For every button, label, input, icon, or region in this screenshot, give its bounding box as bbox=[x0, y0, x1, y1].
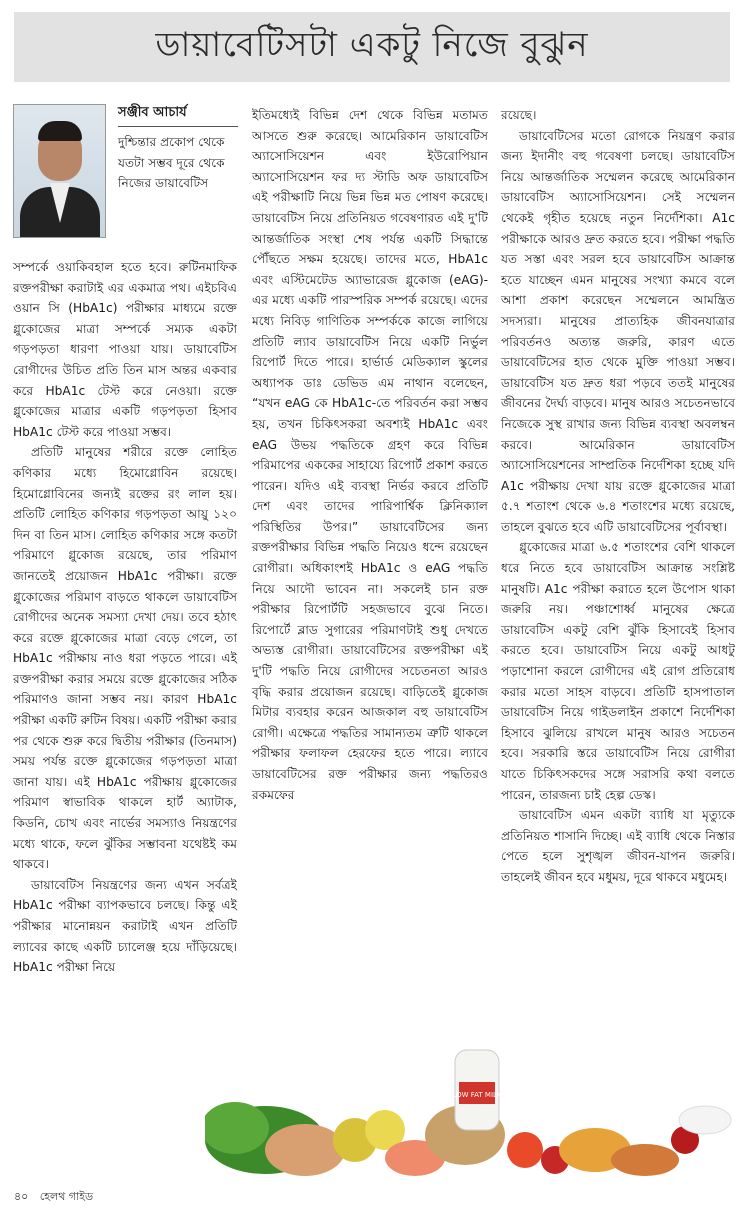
column-3 bbox=[501, 105, 735, 888]
paragraph: ডায়াবেটিস এমন একটা ব্যাধি যা মৃত্যুকে প্রতিনিয়ত শাসানি দিচ্ছে। এই ব্যাধি থেকে নিস্তার পেতে হলে সুশৃঙ্খল জীবন-যাপন জরুরি। তাহলেই জীবন হবে মধুময়, দূরে থাকবে মধুমেহ। bbox=[501, 808, 735, 884]
magazine-name: হেলথ গাইড bbox=[39, 1190, 94, 1203]
intro-text: দুশ্চিন্তার প্রকোপ থেকে যতটা সম্ভব দূরে থেকে নিজের ডায়াবেটিস bbox=[118, 135, 225, 191]
article-title: ডায়াবেটিসটা একটু নিজে বুঝুন bbox=[155, 24, 589, 65]
paragraph: প্রতিটি মানুষের শরীরে রক্তে লোহিত কণিকার মধ্যে হিমোগ্লোবিন রয়েছে। হিমোগ্লোবিনের জন্যই রক্তের রং লাল হয়। প্রতিটি লোহিত কণিকার গড়পড়তা আয়ু ১২০ দিন বা তিন মাস। লোহিত কণিকার সঙ্গে কতটা পরিমাণে গ্লুকোজ রয়েছে, তার পরিমাণ জানতেই প্রয়োজন HbA1c পরীক্ষা। রক্তে গ্লুকোজের পরিমাণ বাড়তে থাকলে ডায়াবেটিস রোগীদের অনেক সমস্যা দেখা দেয়। তবে হঠাৎ করে রক্তে গ্লুকোজের মাত্রা বেড়ে গেলে, তা HbA1c পরীক্ষায় নাও ধরা পড়তে পারে। এই রক্তপরীক্ষা করার সময়ে রক্তে গ্লুকোজের সঠিক পরিমাণও জানা সম্ভব নয়। কারণ HbA1c পরীক্ষা একটি রুটিন বিষয়। একটি পরীক্ষা করার পর থেকে শুরু করে দ্বিতীয় পরীক্ষার (তিনমাস) সময় পর্যন্ত রক্তে গ্লুকোজের গড়পড়তা মাত্রা জানা যায়। এই HbA1c পরীক্ষায় গ্লুকোজের পরিমাণ স্বাভাবিক থাকলে হার্ট অ্যাটাক, কিডনি, চোখ এবং নার্ভের সমস্যাও নিয়ন্ত্রণের মধ্যে থাকে, ফলে ঝুঁকির সম্ভাবনা যথেষ্টই কম থাকবে। bbox=[13, 445, 237, 872]
page-footer bbox=[14, 1188, 101, 1207]
column-2 bbox=[252, 105, 488, 805]
column-1 bbox=[13, 257, 237, 978]
paragraph: সম্পর্কে ওয়াকিবহাল হতে হবে। রুটিনমাফিক রক্তপরীক্ষা করাটাই এর একমাত্র পথ। এইচবিএ ওয়ান সি (HbA1c) পরীক্ষার মাধ্যমে রক্তে গ্লুকোজের মাত্রা সম্পর্কে সম্যক একটা গড়পড়তা ধারণা পাওয়া যায়। ডায়াবেটিস রোগীদের উচিত প্রতি তিন মাস অন্তর একবার করে HbA1c টেস্ট করে নেওয়া। রক্তে গ্লুকোজের মাত্রার একটি গড়পড়তা হিসাব HbA1c টেস্ট করে পাওয়া সম্ভব। bbox=[13, 260, 237, 439]
paragraph: ইতিমধ্যেই বিভিন্ন দেশ থেকে বিভিন্ন মতামত আসতে শুরু করেছে। আমেরিকান ডায়াবেটিস অ্যাসোসিয়েশন এবং ইউরোপিয়ান অ্যাসোসিয়েশন ফর দ্য স্টাডি অফ ডায়াবেটিস এই পরীক্ষাটি নিয়ে ভিন্ন ভিন্ন মত পোষণ করেছে। ডায়াবেটিস নিয়ে প্রতিনিয়ত গবেষণারত এই দু'টি আন্তর্জাতিক সংস্থা শেষ পর্যন্ত একটি সিদ্ধান্তে পৌঁছতে সক্ষম হয়েছে। তাদের মতে, HbA1c এবং এস্টিমেটেড অ্যাভারেজ গ্লুকোজ (eAG)-এর মধ্যে একটি পারস্পরিক সম্পর্ক রয়েছে। এদের মধ্যে নিবিড় গাণিতিক সম্পর্ককে কাজে লাগিয়ে প্রতিটি ল্যাব ডায়াবেটিস নিয়ে একটি নির্ভুল রিপোর্ট দিতে পারে। হার্ভার্ড মেডিক্যাল স্কুলের অধ্যাপক ডাঃ ডেভিড এম নাথান বলেছেন, “যখন eAG কে HbA1c-তে পরিবর্তন করা সম্ভব হয়, তখন চিকিৎসকরা অবশ্যই HbA1c এবং eAG উভয় পদ্ধতিকে গ্রহণ করে বিভিন্ন পরিমাপের এককের সাহায্যে রিপোর্ট প্রকাশ করতে পারেন। যদিও এই ব্যবস্থা নির্ভর করবে প্রতিটি দেশ এবং তাদের পারিপার্শ্বিক ক্লিনিক্যাল পরিস্থিতির উপর।” ডায়াবেটিসের জন্য রক্তপরীক্ষার বিভিন্ন পদ্ধতি নিয়েও ধন্দে রয়েছেন রোগীরা। অধিকাংশই HbA1c ও eAG পদ্ধতি নিয়ে আদৌ ভাবেন না। সকলেই চান রক্ত পরীক্ষার রিপোর্টটি সহজভাবে বুঝে নিতে। রিপোর্টে ব্লাড সুগারের পরিমাণটাই শুধু দেখতে অভ্যস্ত রোগীরা। ডায়াবেটিসের রক্তপরীক্ষা এই দু'টি পদ্ধতি নিয়ে রোগীদের সচেতনতা আরও বৃদ্ধি করার প্রয়োজন রয়েছে। বাড়িতেই গ্লুকোজ মিটার ব্যবহার করেন আজকাল বহু ডায়াবেটিস রোগী। এক্ষেত্রে পদ্ধতির সামান্যতম ত্রুটি থাকলে পরীক্ষার ফলাফল হেরফের হতে পারে। ল্যাবে ডায়াবেটিসের রক্ত পরীক্ষার জন্য পদ্ধতিরও রকমফের bbox=[252, 108, 488, 802]
paragraph: ডায়াবেটিসের মতো রোগকে নিয়ন্ত্রণ করার জন্য ইদানীং বহু গবেষণা চলছে। ডায়াবেটিস নিয়ে আন্তর্জাতিক সম্মেলন করেছে আমেরিকান ডায়াবেটিস অ্যাসোসিয়েশন। সেই সম্মেলন থেকেই গৃহীত হয়েছে নতুন নির্দেশিকা। A1c পরীক্ষাকে আরও দ্রুত করতে হবে। পরীক্ষা পদ্ধতি যত সস্তা এবং সরল হবে ডায়াবেটিস আক্রান্ত হতে যাচ্ছেন এমন মানুষের সংখ্যা কমবে বলে আশা প্রকাশ করেছেন সম্মেলনে আমন্ত্রিত সদস্যরা। মানুষের প্রাত্যহিক জীবনযাত্রার পরিবর্তনও অত্যন্ত জরুরি, কারণ এতে ডায়াবেটিসের হাত থেকে মুক্তি পাওয়া সম্ভব। ডায়াবেটিস যত দ্রুত ধরা পড়বে ততই মানুষের জীবনের দৈর্ঘ্য বাড়বে। মানুষ আরও সচেতনভাবে নিজেকে সুস্থ রাখার জন্য বিভিন্ন ব্যবস্থা অবলম্বন করবে। আমেরিকান ডায়াবেটিস অ্যাসোসিয়েশনের সাম্প্রতিক নির্দেশিকা হচ্ছে যদি A1c পরীক্ষায় দেখা যায় রক্তে গ্লুকোজের মাত্রা ৫.৭ শতাংশ থেকে ৬.৪ শতাংশের মধ্যে রয়েছে, তাহলে বুঝতে হবে এটি ডায়াবেটিসের পূর্বাবস্থা। bbox=[501, 128, 735, 534]
bottle-label: LOW FAT MILK bbox=[452, 1091, 502, 1099]
paragraph: রয়েছে। bbox=[501, 108, 537, 122]
food-illustration bbox=[205, 1040, 745, 1180]
page-number: ৪০ bbox=[14, 1190, 29, 1203]
paragraph: ডায়াবেটিস নিয়ন্ত্রণের জন্য এখন সর্বত্রই HbA1c পরীক্ষা ব্যাপকভাবে চলছে। কিন্তু এই পরীক্ষার মানোন্নয়ন করাটাই এখন প্রতিটি ল্যাবের কাছে একটি চ্যালেঞ্জ হয়ে দাঁড়িয়েছে। HbA1c পরীক্ষা নিয়ে bbox=[13, 877, 237, 975]
author-name: সঞ্জীব আচার্য bbox=[118, 103, 238, 127]
paragraph: গ্লুকোজের মাত্রা ৬.৫ শতাংশের বেশি থাকলে ধরে নিতে হবে ডায়াবেটিস আক্রান্ত সংশ্লিষ্ট মানুষটি। A1c পরীক্ষা করাতে হলে উপোস থাকা জরুরি নয়। পঞ্চাশোর্ধ্ব মানুষের ক্ষেত্রে ডায়াবেটিস একটু বেশি ঝুঁকি হিসাবেই হিসাব করতে হবে। ডায়াবেটিস নিয়ে একটু আধটু পড়াশোনা করলে রোগীদের এই রোগ প্রতিরোধ করার মতো সাহস বাড়বে। প্রতিটি হাসপাতাল ডায়াবেটিস নিয়ে গাইডলাইন প্রকাশে নির্দেশিকা হিসাবে ঝুলিয়ে রাখলে মানুষ আরও সচেতন হবে। সরকারি স্তরে ডায়াবেটিস নিয়ে রোগীরা যাতে চিকিৎসকদের সঙ্গে সরাসরি কথা বলতে পারেন, তারজন্য চাই হেল্প ডেস্ক। bbox=[501, 540, 735, 802]
title-banner bbox=[14, 12, 730, 82]
author-photo bbox=[13, 104, 106, 238]
